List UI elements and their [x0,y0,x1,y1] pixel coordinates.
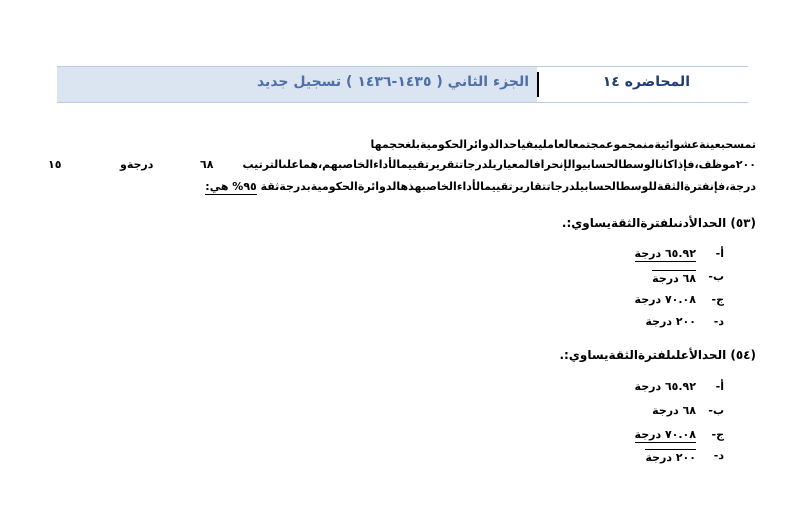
q54-option-c [604,428,724,444]
paragraph-word-degree: درجةو [120,158,154,171]
q54-option-c-letter: ج- [711,428,724,441]
q54-option-c-text: ٧٠.٠٨ درجة [634,428,696,441]
paragraph-line-2: ٢٠٠موظف،فإذاكانالوسطالحسابيوالإنحرافالمعياريلدرجاتتقريرتقييمالأداءالخاصبهم،هماعلىالترتيب [242,158,756,171]
paragraph-line-3-main: درجة،فإنفترةالثقةللوسطالحسابيلدرجاتتقاريرتقييمالأداءالخاصبهذهالدوائرةالحكوميةبدرجةثقة [260,180,756,193]
q53-option-d-text: ٢٠٠ درجة [645,315,696,328]
q54-option-d [604,449,724,465]
lecture-number: المحاضره ١٤ [602,74,690,90]
paragraph-line-3-tail: ٩٥% هي: [205,180,257,193]
paragraph-line-1: تمسحبعينةعشوائيةمنمجموعمجتمعالعامليبفياحدالدوائرالحكوميةبلغحجمها [370,138,756,151]
q53-option-d [604,315,724,331]
question-53: (٥٣) الحدالأدنىلفترةالثقةيساوي:. [561,216,756,230]
q53-option-b [604,270,724,286]
q53-option-c [604,293,724,309]
q53-option-b-text: ٦٨ درجة [652,272,696,285]
q54-option-a [604,380,724,396]
q54-option-a-letter: أ- [715,380,724,393]
q54-option-b-letter: ب- [708,404,724,417]
q53-option-c-letter: ج- [711,293,724,306]
header-title: الجزء الثاني ( ١٤٣٥-١٤٣٦ ) تسجيل جديد [256,74,529,90]
question-54: (٥٤) الحدالأعلىلفترةالثقةيساوي:. [559,348,756,362]
header-title-cell [57,67,537,102]
q53-option-d-letter: د- [713,315,724,328]
q54-option-b [604,404,724,420]
q53-option-c-text: ٧٠.٠٨ درجة [634,293,696,306]
paragraph-line-3 [205,180,756,193]
paragraph-value-15: ١٥ [48,158,62,171]
q53-option-a-text: ٦٥.٩٢ درجة [634,247,696,260]
q54-option-b-text: ٦٨ درجة [652,404,696,417]
paragraph-value-68: ٦٨ [200,158,214,171]
slide-header [57,66,748,103]
q54-option-d-letter: د- [713,449,724,462]
header-divider [537,72,539,97]
q53-option-b-letter: ب- [708,270,724,283]
q53-option-a [604,247,724,263]
q54-option-d-text: ٢٠٠ درجة [645,451,696,464]
q54-option-a-text: ٦٥.٩٢ درجة [634,380,696,393]
q53-option-a-letter: أ- [715,247,724,260]
